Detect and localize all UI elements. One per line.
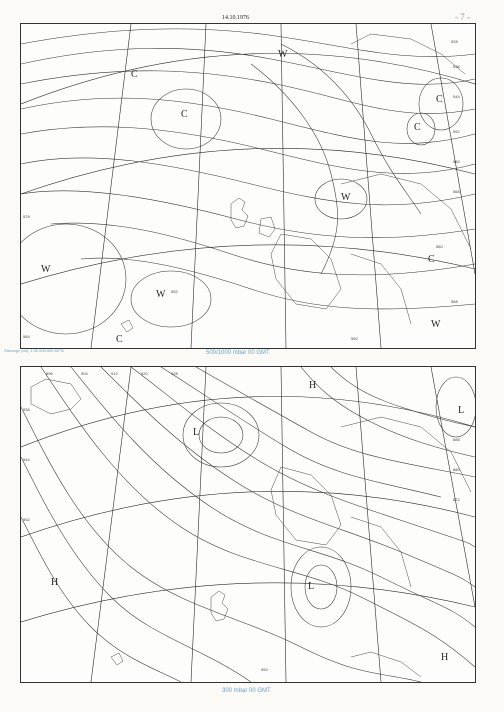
high-pressure-symbol: W: [431, 319, 441, 330]
map-top-drawing: [21, 24, 475, 348]
isoline-label: 896: [46, 371, 53, 376]
low-pressure-symbol: L: [308, 581, 315, 592]
isoline-label: 912: [111, 371, 118, 376]
high-pressure-symbol: W: [41, 264, 51, 275]
isoline-label: 880: [453, 467, 460, 472]
low-pressure-symbol: C: [428, 254, 435, 265]
isoline-label: 528: [451, 39, 458, 44]
isoline-label: 952: [23, 517, 30, 522]
isoline-label: 536: [453, 64, 460, 69]
isoline-label: 952: [261, 667, 268, 672]
chart-date: 14.10.1976: [222, 15, 249, 21]
isoline-label: 560: [436, 244, 443, 249]
map-top-meridians: [21, 24, 475, 348]
map-bottom-coastlines: [31, 379, 471, 677]
page-number: - 7 -: [455, 12, 470, 22]
isoline-label: 552: [453, 129, 460, 134]
isoline-label: 568: [453, 189, 460, 194]
high-pressure-symbol: W: [156, 289, 166, 300]
high-pressure-symbol: H: [441, 652, 449, 663]
isoline-label: 552: [351, 336, 358, 341]
projection-note: Stereogr. proj. 1:30 000 000 60°N: [4, 348, 64, 353]
high-pressure-symbol: W: [341, 192, 351, 203]
map-top-coastlines: [121, 34, 471, 332]
high-pressure-symbol: H: [309, 380, 317, 391]
isoline-label: 568: [451, 299, 458, 304]
isoline-label: 920: [141, 371, 148, 376]
isoline-label: 576: [23, 214, 30, 219]
isoline-label: 944: [23, 457, 30, 462]
isoline-label: 888: [453, 437, 460, 442]
isoline-label: 584: [23, 334, 30, 339]
isoline-label: 544: [453, 94, 460, 99]
low-pressure-symbol: C: [131, 69, 138, 80]
map-bottom-meridians: [21, 367, 475, 682]
low-pressure-symbol: L: [193, 427, 200, 438]
isoline-label: 936: [23, 407, 30, 412]
isoline-label: 560: [453, 159, 460, 164]
high-pressure-symbol: H: [51, 577, 59, 588]
map-500-1000-mbar: [20, 23, 476, 349]
map-bottom-drawing: [21, 367, 475, 682]
map-top-caption: 500/1000 mbar 00 GMT: [206, 350, 270, 356]
isoline-label: 928: [171, 371, 178, 376]
map-300-mbar: [20, 366, 476, 683]
low-pressure-symbol: L: [458, 405, 465, 416]
low-pressure-symbol: C: [414, 122, 421, 133]
low-pressure-symbol: C: [181, 109, 188, 120]
low-pressure-symbol: C: [116, 334, 123, 345]
high-pressure-symbol: W: [278, 49, 288, 60]
low-pressure-symbol: C: [436, 94, 443, 105]
isoline-label: 552: [171, 289, 178, 294]
map-top-contours: [21, 29, 475, 334]
isoline-label: 872: [453, 497, 460, 502]
map-bottom-caption: 300 mbar 00 GMT: [222, 688, 271, 694]
isoline-label: 904: [81, 371, 88, 376]
map-bottom-contours: [21, 367, 475, 682]
